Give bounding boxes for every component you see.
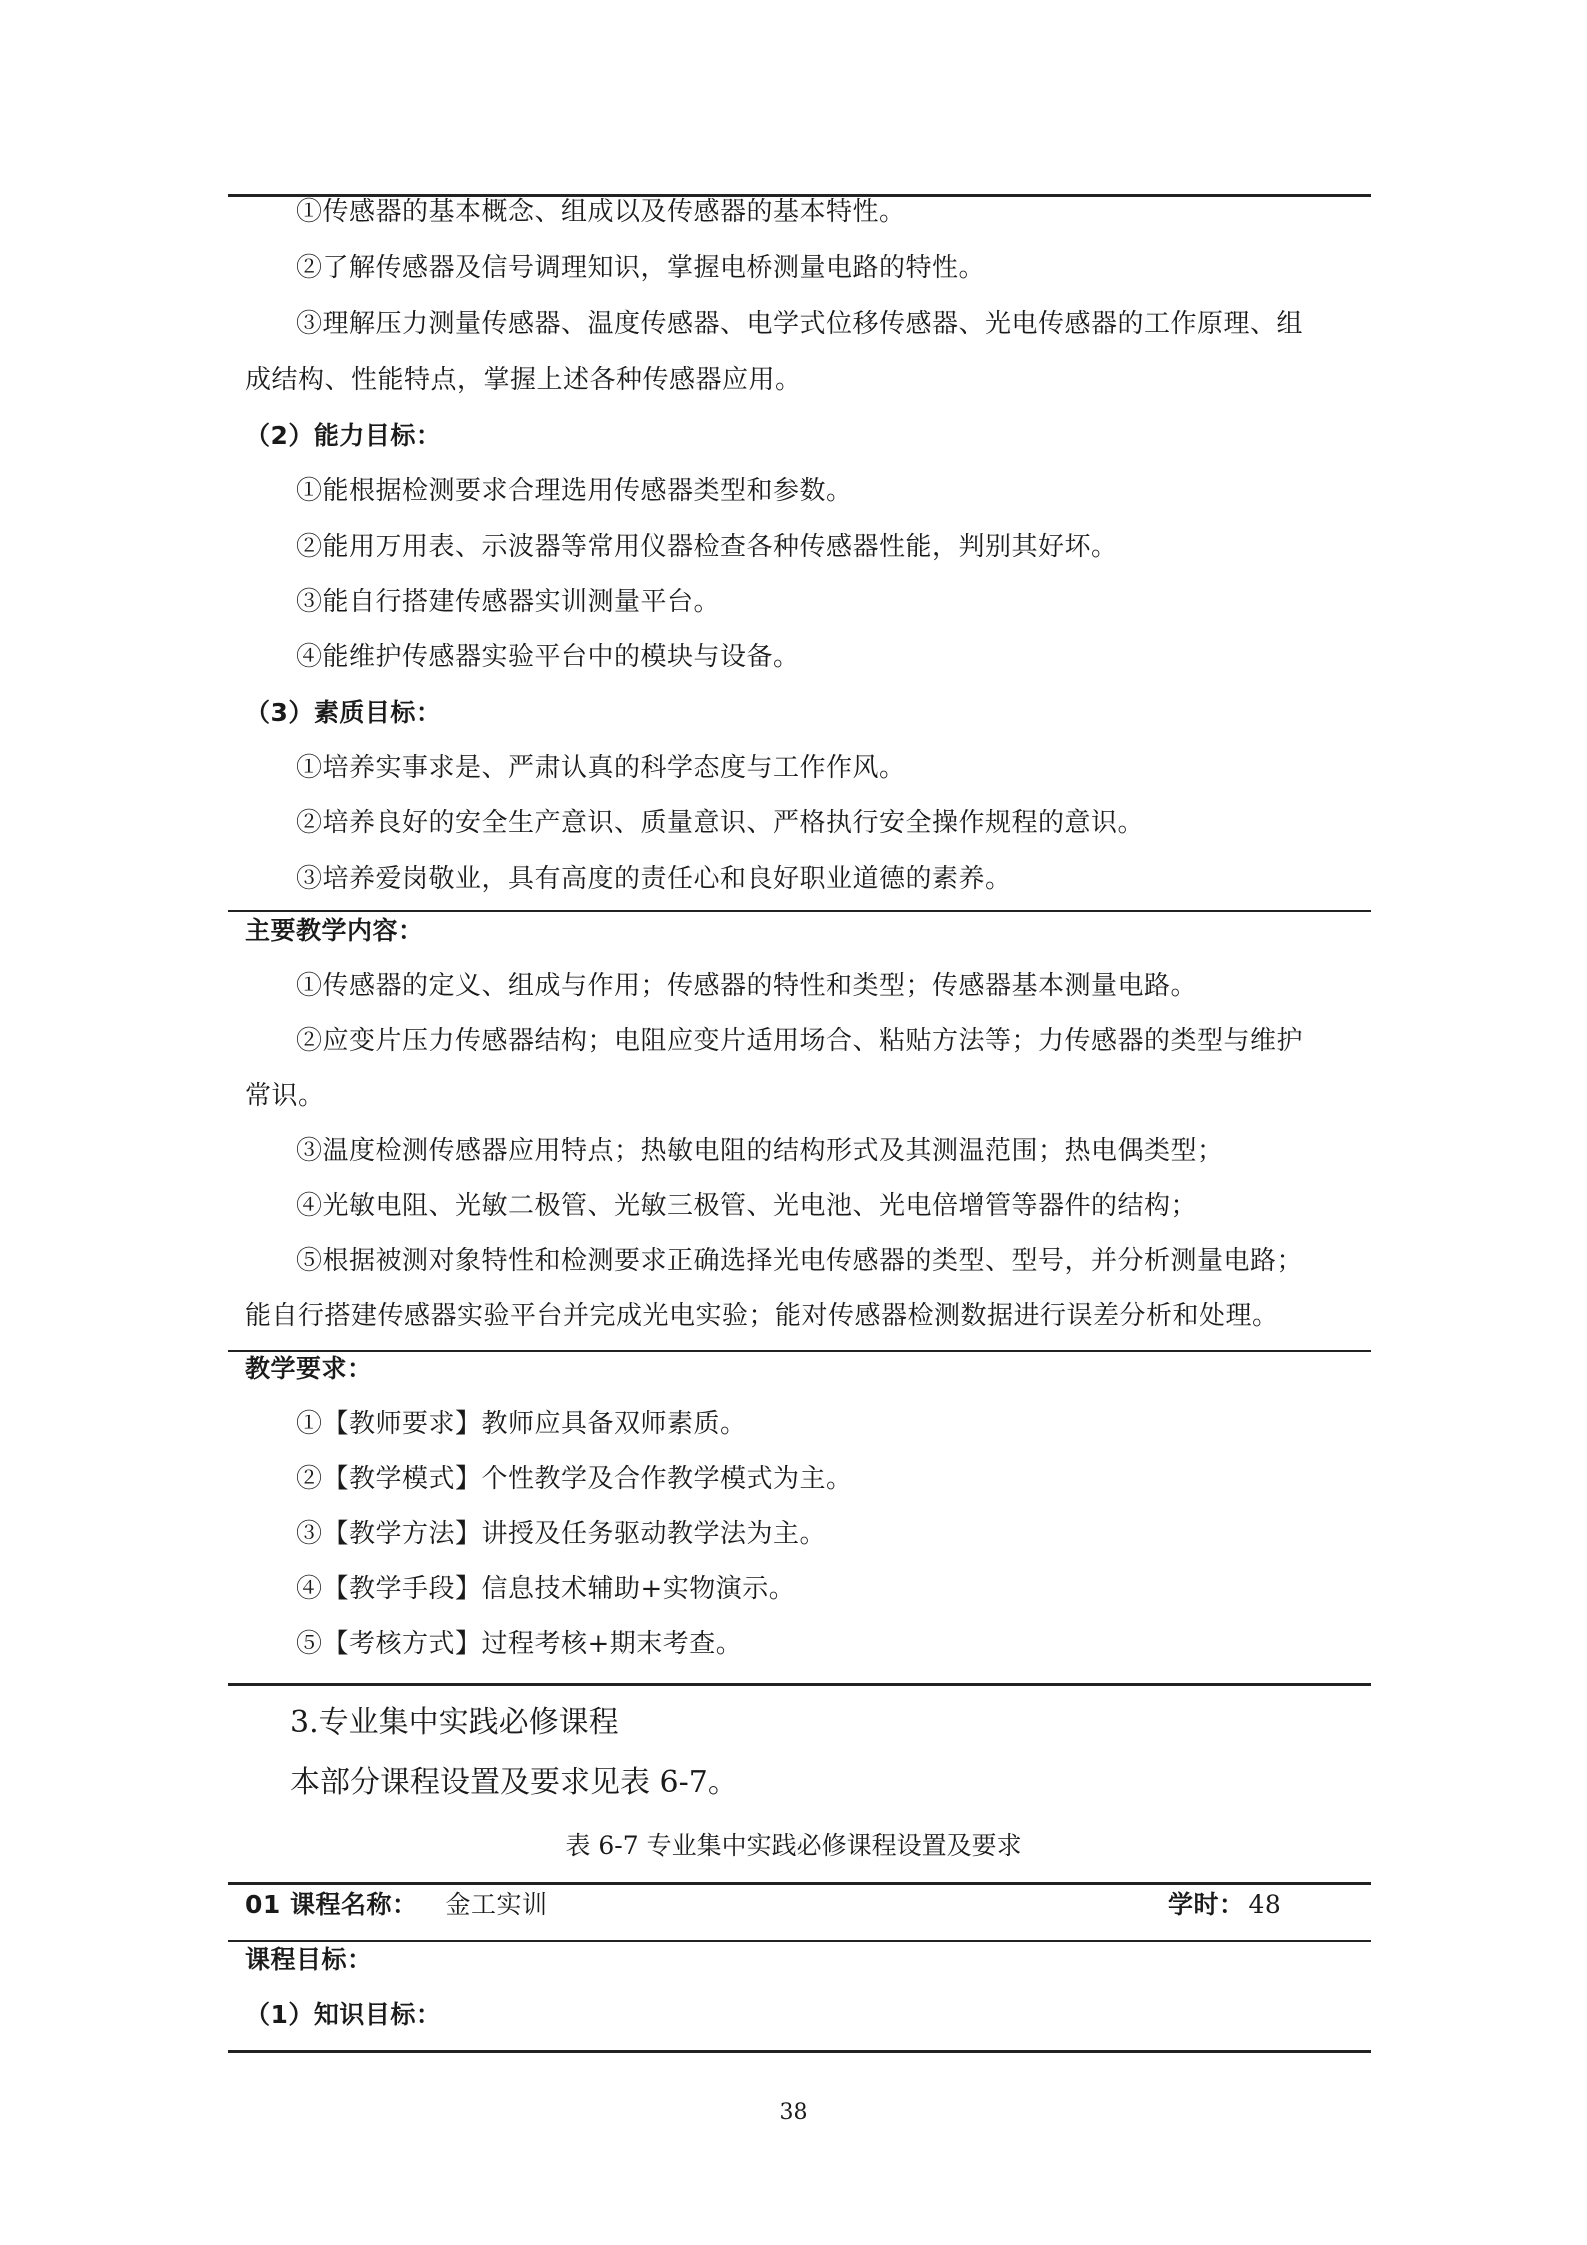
table-caption: 表 6-7 专业集中实践必修课程设置及要求 [565,1831,1022,1860]
course-name-label: 01 课程名称： [245,1890,418,1919]
content-heading: 主要教学内容： [245,916,424,945]
course-hours-value: 48 [1248,1890,1282,1919]
ability-item-4: ④能维护传感器实验平台中的模块与设备。 [296,642,800,672]
knowledge-heading: （1）知识目标： [245,2000,442,2029]
quality-heading: （3）素质目标： [245,698,442,727]
quality-item-2: ②培养良好的安全生产意识、质量意识、严格执行安全操作规程的意识。 [296,808,1145,838]
row-divider [228,910,1371,912]
table-top-border [228,1882,1371,1885]
page-number: 38 [779,2100,808,2125]
goals-heading: 课程目标： [245,1945,373,1974]
content-line-1: ①传感器的定义、组成与作用；传感器的特性和类型；传感器基本测量电路。 [296,971,1198,1001]
requirement-item-2: ②【教学模式】个性教学及合作教学模式为主。 [296,1464,853,1494]
table-bottom-border [228,1683,1371,1686]
content-line-2: ②应变片压力传感器结构；电阻应变片适用场合、粘贴方法等；力传感器的类型与维护 [296,1026,1304,1056]
row-divider [228,1350,1371,1352]
ability-item-3: ③能自行搭建传感器实训测量平台。 [296,587,721,617]
requirement-item-3: ③【教学方法】讲授及任务驱动教学法为主。 [296,1519,827,1549]
table-bottom-border [228,2050,1371,2053]
knowledge-item-3: ③理解压力测量传感器、温度传感器、电学式位移传感器、光电传感器的工作原理、组 [296,309,1304,339]
requirement-item-4: ④【教学手段】信息技术辅助+实物演示。 [296,1574,796,1604]
content-line-5-cont: 能自行搭建传感器实验平台并完成光电实验；能对传感器检测数据进行误差分析和处理。 [245,1301,1279,1331]
knowledge-item-3-cont: 成结构、性能特点，掌握上述各种传感器应用。 [245,365,802,395]
content-line-3: ③温度检测传感器应用特点；热敏电阻的结构形式及其测温范围；热电偶类型； [296,1136,1224,1166]
content-line-2-cont: 常识。 [245,1081,325,1111]
course-name-value: 金工实训 [445,1890,548,1919]
ability-item-1: ①能根据检测要求合理选用传感器类型和参数。 [296,476,853,506]
quality-item-3: ③培养爱岗敬业，具有高度的责任心和良好职业道德的素养。 [296,864,1012,894]
content-line-5: ⑤根据被测对象特性和检测要求正确选择光电传感器的类型、型号，并分析测量电路； [296,1246,1304,1276]
course-hours-label: 学时： [1168,1890,1245,1919]
row-divider [228,1940,1371,1942]
requirement-item-5: ⑤【考核方式】过程考核+期末考查。 [296,1629,743,1659]
quality-item-1: ①培养实事求是、严肃认真的科学态度与工作作风。 [296,753,906,783]
knowledge-item-2: ②了解传感器及信号调理知识，掌握电桥测量电路的特性。 [296,253,986,283]
course-name-cell [245,1888,548,1922]
content-line-4: ④光敏电阻、光敏二极管、光敏三极管、光电池、光电倍增管等器件的结构； [296,1191,1198,1221]
section-intro: 本部分课程设置及要求见表 6-7。 [290,1765,738,1800]
section-title: 3.专业集中实践必修课程 [290,1705,619,1740]
requirement-item-1: ①【教师要求】教师应具备双师素质。 [296,1409,747,1439]
requirements-heading: 教学要求： [245,1354,373,1383]
ability-heading: （2）能力目标： [245,421,442,450]
course-hours-cell [1168,1888,1281,1922]
ability-item-2: ②能用万用表、示波器等常用仪器检查各种传感器性能，判别其好坏。 [296,532,1118,562]
knowledge-item-1: ①传感器的基本概念、组成以及传感器的基本特性。 [296,197,906,227]
